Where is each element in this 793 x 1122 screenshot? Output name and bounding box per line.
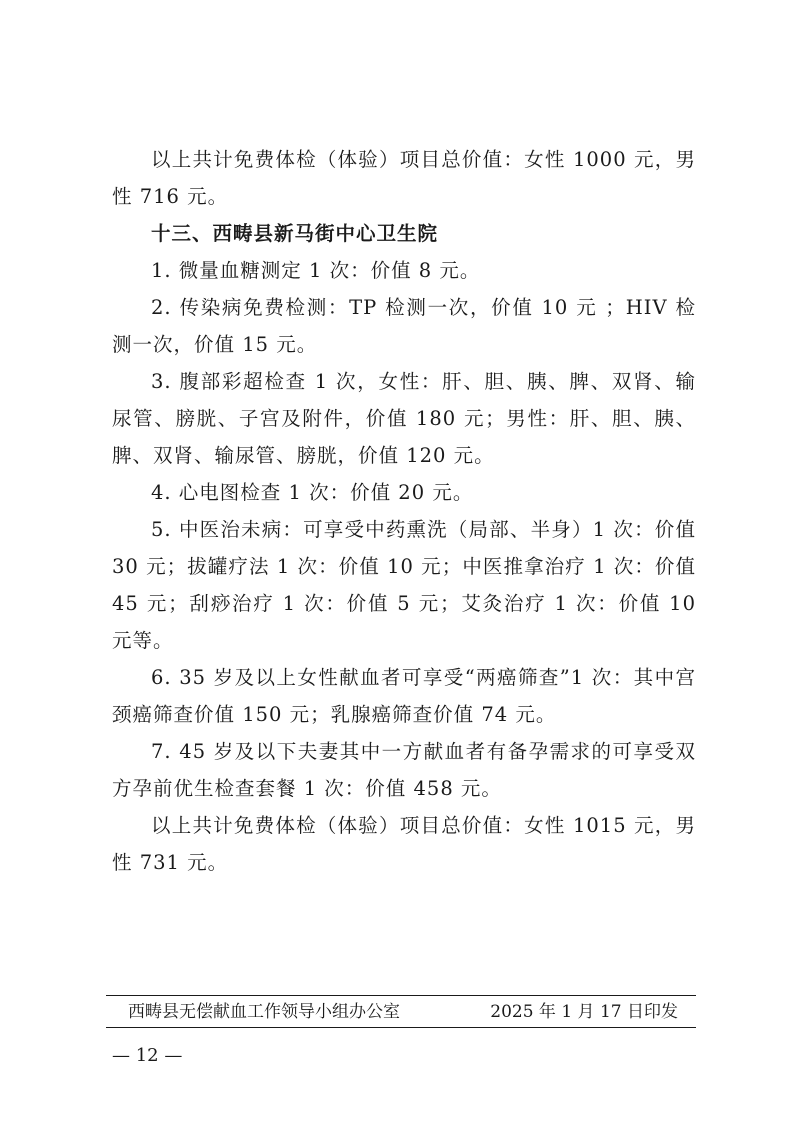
footer-bottom-rule: [106, 1027, 696, 1028]
list-item: 1. 微量血糖测定 1 次：价值 8 元。: [151, 259, 481, 282]
section-heading: 十三、西畴县新马街中心卫生院: [151, 222, 439, 245]
summary-paragraph: 以上共计免费体检（体验）项目总价值：女性 1015 元，男性 731 元。: [112, 814, 696, 874]
list-item: 2. 传染病免费检测：TP 检测一次，价值 10 元 ；HIV 检测一次，价值 15 元。: [112, 296, 696, 356]
footer-top-rule: [106, 995, 696, 996]
footer: [106, 1000, 696, 1024]
page-number: — 12 —: [112, 1045, 183, 1066]
footer-date: 2025 年 1 月 17 日印发: [490, 1002, 678, 1022]
footer-issuer: 西畴县无偿献血工作领导小组办公室: [128, 1002, 400, 1022]
summary-paragraph-previous: 以上共计免费体检（体验）项目总价值：女性 1000 元，男性 716 元。: [112, 148, 696, 208]
list-item: 4. 心电图检查 1 次：价值 20 元。: [151, 481, 474, 504]
list-item: 3. 腹部彩超检查 1 次，女性：肝、胆、胰、脾、双肾、输尿管、膀胱、子宫及附件，价值 180 元；男性：肝、胆、胰、脾、双肾、输尿管、膀胱，价值 120 元。: [112, 370, 696, 467]
list-item: 6. 35 岁及以上女性献血者可享受“两癌筛查”1 次：其中宫颈癌筛查价值 150 元；乳腺癌筛查价值 74 元。: [112, 666, 696, 726]
document-body: [112, 141, 696, 881]
list-item: 7. 45 岁及以下夫妻其中一方献血者有备孕需求的可享受双方孕前优生检查套餐 1 次：价值 458 元。: [112, 740, 696, 800]
list-item: 5. 中医治未病：可享受中药熏洗（局部、半身）1 次：价值 30 元；拔罐疗法 1 次：价值 10 元；中医推拿治疗 1 次：价值 45 元；刮痧治疗 1 次：价值 5 元；艾灸治疗 1 次：价值 10 元等。: [112, 518, 696, 652]
